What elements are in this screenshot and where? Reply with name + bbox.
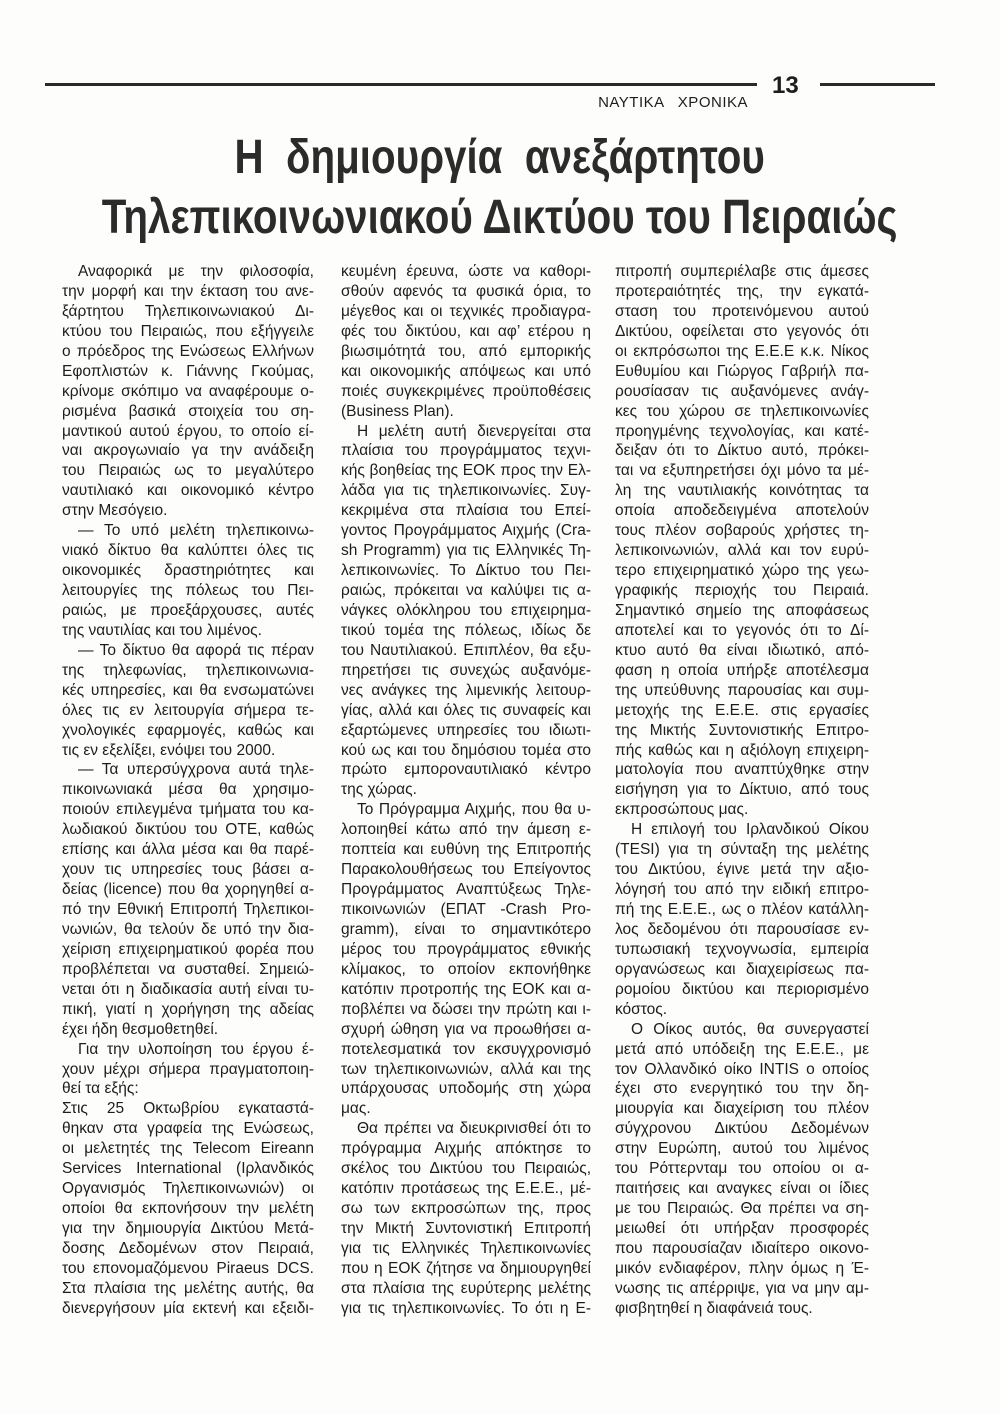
text-line: για την δημιουργία Δικτύου Μετά- [62, 1220, 314, 1237]
article-title-line-2: Τηλεπικοινωνιακού Δικτύου του Πειραιώς [102, 191, 898, 244]
text-line: μέγεθος και οι τεχνικές προδιαγρα- [341, 302, 591, 320]
text-line: πικοινωνιακά μέσα θα χρησιμο- [62, 781, 314, 799]
text-line: λη της ναυτιλιακής κοινότητας τα [615, 482, 869, 500]
text-line: Εφοπλιστών κ. Γιάννης Γκούμας, [62, 362, 314, 380]
text-line: της Μικτής Συντονιστικής Επιτρο- [615, 721, 869, 739]
article-column-3 [615, 262, 869, 1319]
paragraph [62, 521, 314, 641]
text-line: σύγχρονου Δικτύου Δεδομένων [615, 1120, 869, 1138]
text-line: μέρος του προγράμματος εθνικής [341, 940, 591, 958]
paragraph [341, 262, 591, 422]
text-line: Ο Οίκος αυτός, θα συνεργαστεί [631, 1020, 869, 1038]
text-line: κρίνομε σκόπιμο να αναφέρουμε ο- [62, 382, 314, 400]
text-line: διενεργήσουν μία εκτενή και εξειδι- [62, 1299, 314, 1317]
text-line: ποτελεσματικά τον εκσυγχρονισμό [341, 1040, 591, 1058]
text-line: λειτουργίες της πόλεως του Πει- [62, 582, 314, 599]
text-line: προτεραιότητές της, την εγκατά- [615, 282, 869, 300]
text-line: Για την υλοποίηση του έργου έ- [78, 1040, 314, 1058]
paragraph [62, 262, 314, 521]
text-line: — Το δίκτυο θα αφορά τις πέραν [78, 641, 314, 659]
text-line: γοντος Προγράμματος Αιχμής (Cra- [341, 522, 591, 540]
text-line: των τηλεπικοινωνιών, αλλά και της [341, 1060, 591, 1078]
text-line: την Μικτή Συντονιστική Επιτροπή [341, 1220, 591, 1237]
text-line: προβλέπεται να συσταθεί. Σημειώ- [62, 960, 314, 978]
text-line: χνολογικές εφαρμογές, καθώς και [62, 721, 314, 739]
text-line: επίσης και άλλα μέσα και θα παρέ- [62, 841, 314, 859]
text-line: ρομοίου δικτύου και περιορισμένο [615, 980, 869, 998]
header-rule-right [820, 83, 935, 86]
text-line: φαση η οποία υπήρξε αποτέλεσμα [615, 661, 869, 679]
article-column-2 [341, 262, 591, 1319]
text-line: Αναφορικά με την φιλοσοφία, [78, 263, 314, 280]
text-line: θεί τα εξής: [62, 1080, 139, 1098]
text-line: κής βοηθείας της ΕΟΚ προς την Ελ- [341, 462, 591, 480]
text-line: Θα πρέπει να διευκρινισθεί ότι το [357, 1120, 591, 1138]
text-line: κές υπηρεσίες, και θα ενσωματώνει [62, 681, 314, 699]
text-line: πικοινωνιών (ΕΠΑΤ -Crash Pro- [341, 901, 591, 918]
text-line: Το Πρόγραμμα Αιχμής, που θα υ- [357, 801, 591, 819]
text-line: δοσης Δεδομένων στον Πειραιά, [62, 1239, 314, 1257]
text-line: πηρετήσει τις συνεχώς αυξανόμε- [341, 661, 591, 679]
text-line: ποιούν επιλεγμένα τμήματα του κα- [62, 801, 314, 819]
paragraph [62, 1099, 314, 1318]
text-line: χείριση επιχειρηματικού φορέα που [62, 940, 314, 958]
text-line: νωσης τις απέρριψε, για να μην αμ- [615, 1279, 869, 1297]
paragraph [615, 262, 869, 820]
paragraph [341, 800, 591, 1119]
text-line: νωνιών, θα τελούν δε υπό την δια- [62, 920, 314, 938]
text-line: στην Ευρώπη, αυτού του λιμένος [615, 1140, 869, 1158]
text-line: ποπτεία και ευθύνη της Επιτροπής [341, 841, 591, 859]
text-line: με του Πειραιώς. Θα πρέπει να ση- [615, 1200, 869, 1218]
text-line: τικού τομέα της πόλεως, ιδίως δε [341, 621, 591, 639]
text-line: ναυτιλιακό και οικονομικό κέντρο [62, 482, 314, 500]
text-line: πρόγραμμα Αιχμής απόκτησε το [341, 1140, 591, 1158]
text-line: gramm), είναι το σημαντικότερο [341, 920, 591, 938]
text-line: Ευθυμίου και Γιώργος Γαβριήλ πα- [615, 362, 869, 380]
text-line: έχει στο ενεργητικό του την δη- [615, 1080, 869, 1098]
text-line: ναι ακρογωνιαίο γα την ανάδειξη [62, 442, 314, 460]
text-line: ραιώς, με προεξάρχουσες, αυτές [62, 601, 314, 619]
text-line: τυπωσιακή τεχνογνωσία, εμπειρία [615, 940, 869, 958]
text-line: οι εκπρόσωποι της Ε.Ε.Ε κ.κ. Νίκος [615, 342, 869, 360]
paragraph [341, 422, 591, 801]
text-line: σθούν αφενός τα φυσικά όρια, το [341, 282, 591, 300]
magazine-name: ΝΑΥΤΙΚΑ ΧΡΟΝΙΚΑ [598, 94, 748, 111]
text-line: παιτήσεις και αναγκες είναι οι ίδιες [615, 1180, 869, 1198]
text-line: του Δικτύου, έγινε μετά την αξιο- [615, 861, 869, 879]
text-line: λάδα για τις τηλεπικοινωνίες. Συγ- [341, 482, 591, 500]
text-line: ται να εξυπηρετήσει όχι μόνο τα μέ- [615, 462, 869, 480]
text-line: κού ως και του δημόσιου τομέα στο [341, 741, 591, 759]
text-line: μετοχής της Ε.Ε.Ε. στις εργασίες [615, 701, 869, 719]
text-line: πή της Ε.Ε.Ε., ως ο πλέον κατάλλη- [615, 901, 869, 918]
text-line: σω των εκπροσώπων της, προς [341, 1200, 591, 1218]
text-line: στα πλαίσια της ευρύτερης μελέτης [341, 1279, 591, 1297]
text-line: οι μελετητές της Telecom Eireann [62, 1140, 314, 1158]
text-line: Η επιλογή του Ιρλανδικού Οίκου [631, 821, 869, 839]
text-line: ο πρόεδρος της Ενώσεως Ελλήνων [62, 342, 314, 360]
page-number: 13 [772, 72, 799, 99]
text-line: — Το υπό μελέτη τηλεπικοινω- [78, 522, 314, 540]
text-line: Στα πλαίσια της μελέτης αυτής, θα [62, 1279, 314, 1297]
paragraph [615, 1020, 869, 1319]
text-line: πό την Εθνική Επιτροπή Τηλεπικοι- [62, 901, 314, 918]
article-column-1 [62, 262, 314, 1319]
text-line: εξαρτώμενες υπηρεσίες του ιδιωτι- [341, 721, 591, 739]
text-line: γραφικής περιοχής του Πειραιά. [615, 582, 869, 599]
text-line: οικονομικές δραστηριότητες και [62, 562, 314, 580]
text-line: Παρακολουθήσεως του Επείγοντος [341, 861, 591, 879]
text-line: σχυρή ώθηση για να προωθήσει α- [341, 1020, 591, 1038]
text-line: χουν τις υπηρεσίες τους βάσει α- [62, 861, 314, 879]
text-line: κλίμακος, το οποίον εκπονήθηκε [341, 960, 591, 978]
text-line: πιτροπή συμπεριέλαβε στις άμεσες [615, 263, 869, 280]
text-line: της τηλεφωνίας, τηλεπικοινωνια- [62, 661, 314, 679]
text-line: μειωθεί ότι υπήρξαν προσφορές [615, 1220, 869, 1237]
text-line: αποτελεί και το γεγονός ότι το Δί- [615, 621, 869, 639]
text-line: τους πλέον σοβαρούς χρήστες τη- [615, 522, 869, 540]
text-line: sh Programm) για τις Ελληνικές Τη- [341, 542, 591, 560]
text-line: νιακό δίκτυο θα καλύπτει όλες τις [62, 542, 314, 560]
text-line: οποίοι θα εκπονήσουν την μελέτη [62, 1200, 314, 1218]
paragraph [615, 820, 869, 1019]
text-line: Services International (Ιρλανδικός [62, 1160, 314, 1178]
text-line: ματολογία που αναπτύχθηκε στην [615, 761, 869, 779]
text-line: έχει ήδη θεσμοθετηθεί. [62, 1020, 219, 1038]
text-line: νάγκες ολόκληρου του επιχειρημα- [341, 601, 591, 619]
text-line: την μορφή και την έκταση του ανε- [62, 282, 314, 300]
text-line: πής καθώς και η αξιόλογη επιχειρη- [615, 741, 869, 759]
text-line: βιωσιμότητά του, από εμπορικής [341, 342, 591, 360]
text-line: που η ΕΟΚ ζήτησε να δημιουργηθεί [341, 1259, 591, 1277]
text-line: τερο επιχειρηματικό χώρο της γεω- [615, 562, 869, 580]
text-line: γίας, αλλά και όλες τις συναφείς και [341, 701, 591, 719]
text-line: του Ρόττερνταμ του οποίου οι α- [615, 1160, 869, 1178]
header-rule-left [45, 83, 757, 86]
text-line: Σημαντικό σημείο της αποφάσεως [615, 601, 869, 619]
article-title-line-1: Η δημιουργία ανεξάρτητου [234, 131, 766, 184]
text-line: Οργανισμός Τηλεπικοινωνιών) οι [62, 1180, 314, 1198]
text-line: όλες τις εν λειτουργία σήμερα τε- [62, 701, 314, 719]
text-line: της ναυτιλίας και του λιμένος. [62, 621, 262, 639]
text-line: νες ανάγκες της λιμενικής λειτουρ- [341, 681, 591, 699]
text-line: στην Μεσόγειο. [62, 502, 168, 520]
text-line: λοποιηθεί κάτω από την άμεση ε- [341, 821, 591, 839]
paragraph [62, 760, 314, 1039]
text-line: (Business Plan). [341, 402, 454, 420]
text-line: Στις 25 Οκτωβρίου εγκαταστά- [62, 1100, 314, 1118]
text-line: κατόπιν προτροπής της ΕΟΚ και α- [341, 980, 591, 998]
text-line: υπάρχουσας υποδομής στη χώρα [341, 1080, 591, 1098]
text-line: Η μελέτη αυτή διενεργείται στα [357, 422, 591, 440]
text-line: εκπροσώπους μας. [615, 801, 749, 819]
text-line: μιουργία και διαχείριση του πλέον [615, 1100, 869, 1118]
text-line: ρουσίασαν τις αυξανόμενες ανάγ- [615, 382, 869, 400]
text-line: ξάρτητου Τηλεπικοινωνιακού Δι- [62, 302, 314, 320]
text-line: ρισμένα βασικά στοιχεία του ση- [62, 402, 314, 420]
text-line: οποία αποδεδειγμένα αποτελούν [615, 502, 869, 520]
text-line: και οικονομικής απόψεως και υπό [341, 362, 591, 380]
text-line: για τις Ελληνικές Τηλεπικοινωνίες [341, 1239, 591, 1257]
text-line: τον Ολλανδικό οίκο INTIS ο οποίος [615, 1060, 869, 1078]
text-line: ραιώς, πρόκειται να καλύψει τις α- [341, 582, 591, 599]
text-line: της χώρας. [341, 781, 417, 799]
text-line: — Τα υπερσύγχρονα αυτά τηλε- [78, 761, 314, 779]
text-line: κατόπιν προτάσεως της Ε.Ε.Ε., μέ- [341, 1180, 591, 1198]
text-line: φισβητηθεί η διαφάνειά τους. [615, 1299, 813, 1317]
text-line: μαντικού αυτού έργου, το οποίο εί- [62, 422, 314, 440]
text-line: θηκαν στα γραφεία της Ενώσεως, [62, 1120, 314, 1138]
text-line: σκέλος του Δικτύου του Πειραιώς, [341, 1160, 591, 1178]
paragraph [62, 641, 314, 761]
text-line: λος δεδομένου ότι παρουσίασε εν- [615, 920, 869, 938]
text-line: (TESI) για τη σύνταξη της μελέτης [615, 841, 869, 859]
text-line: του Ναυτιλιακού. Επιπλέον, θα εξυ- [341, 641, 591, 659]
text-line: ποβλέπει να δώσει την πρώτη και ι- [341, 1000, 591, 1018]
text-line: λωδιακού δικτύου του ΟΤΕ, καθώς [62, 821, 314, 839]
text-line: λεπικοινωνιών, αλλά και τον ευρύ- [615, 542, 869, 560]
text-line: χουν μέχρι σήμερα πραγματοποιη- [62, 1060, 314, 1078]
text-line: κεκριμένα στα πλαίσια του Επεί- [341, 502, 591, 520]
paragraph [62, 1040, 314, 1100]
text-line: πλαίσια του προγράμματος τεχνι- [341, 442, 591, 460]
text-line: Προγράμματος Αναπτύξεως Τηλε- [341, 881, 591, 899]
text-line: ποιές συγκεκριμένες προϋποθέσεις [341, 382, 591, 400]
paragraph [341, 1119, 591, 1318]
text-line: κόστος. [615, 1000, 668, 1018]
text-line: πρώτο εμποροναυτιλιακό κέντρο [341, 761, 591, 779]
text-line: κευμένη έρευνα, ώστε να καθορι- [341, 263, 591, 280]
text-line: μας. [341, 1100, 371, 1118]
text-line: εισήγηση για το Δίκτυιο, από τους [615, 781, 869, 799]
text-line: λεπικοινωνίες. Το Δίκτυο του Πει- [341, 562, 591, 580]
text-line: μικόν ενδιαφέρον, πλην όμως η Έ- [615, 1259, 869, 1277]
text-line: δείας (licence) που θα χορηγηθεί α- [62, 881, 314, 899]
text-line: τις εν εξελίξει, ενόψει του 2000. [62, 741, 276, 759]
text-line: πική, γιατί η χορήγηση της αδείας [62, 1000, 314, 1018]
text-line: κτύου του Πειραιώς, που εξήγγειλε [62, 322, 314, 340]
text-line: προηγμένης τεχνολογίας, και κατέ- [615, 422, 869, 440]
text-line: κες του χώρου σε τηλεπικοινωνίες [615, 402, 869, 420]
text-line: σταση του προτεινόμενου αυτού [615, 302, 869, 320]
text-line: λόγησή του από την ειδική επιτρο- [615, 881, 869, 899]
text-line: οργανώσεως και διαχειρίσεως πα- [615, 960, 869, 978]
text-line: του Πειραιώς ως το μεγαλύτερο [62, 462, 314, 480]
text-line: για τις τηλεπικοινωνίες. Το ότι η Ε- [341, 1299, 591, 1317]
text-line: της υπεύθυνης παρουσίας και συμ- [615, 681, 869, 699]
text-line: του επονομαζόμενου Piraeus DCS. [62, 1259, 314, 1277]
text-line: νεται ότι η διαδικασία αυτή είναι τυ- [62, 980, 314, 998]
text-line: δειξαν ότι το Δίκτυο αυτό, πρόκει- [615, 442, 869, 460]
text-line: κτυο αυτό θα είναι ιδιωτικό, από- [615, 641, 869, 659]
text-line: Δικτύου, οφείλεται στο γεγονός ότι [615, 322, 869, 340]
text-line: μετά από υπόδειξη της Ε.Ε.Ε., με [615, 1040, 869, 1058]
text-line: που παρουσίαζαν ιδιαίτερο οικονο- [615, 1239, 869, 1257]
text-line: φές του δικτύου, και αφ’ ετέρου η [341, 322, 591, 340]
